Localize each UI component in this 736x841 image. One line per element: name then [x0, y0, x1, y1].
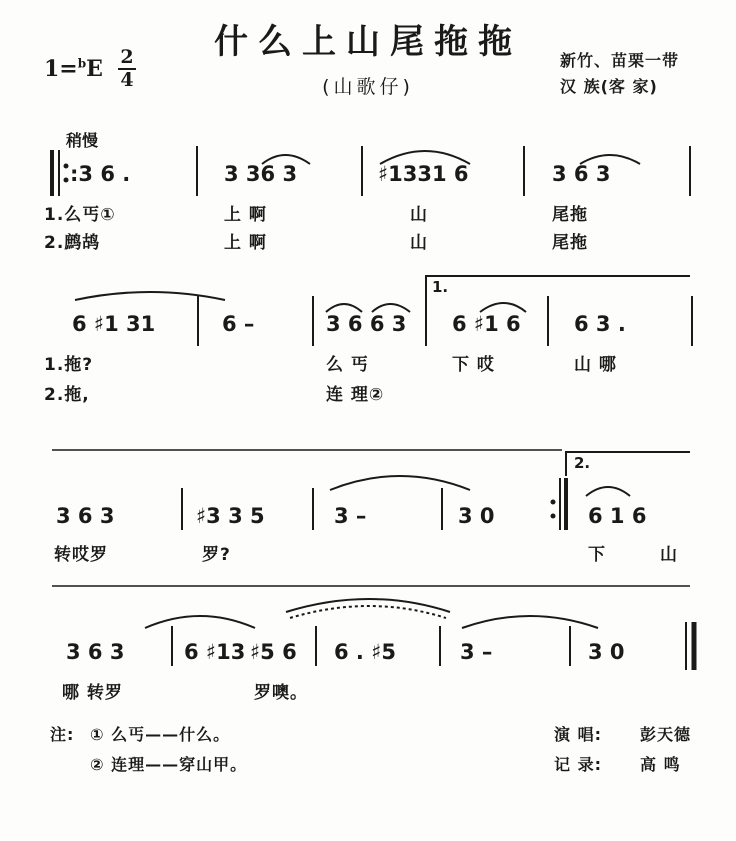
measure-notes: 6 3 . [574, 312, 626, 336]
measure-notes: 3 6 6 3 [326, 312, 407, 336]
lyric-verse1: 山 [410, 205, 428, 225]
measure-notes: 3 0 [588, 640, 625, 664]
singer-label: 演 唱: [554, 725, 602, 744]
measure-notes: 6 1 6 [588, 504, 647, 528]
region-line1: 新竹、苗栗一带 [560, 51, 680, 70]
song-title: 什么上山尾拖拖 [214, 22, 522, 62]
lyric-line: 山 [660, 545, 678, 565]
measure-notes: ♯5 6 [250, 640, 297, 664]
tie [330, 476, 470, 490]
measure-notes: 3 – [334, 504, 367, 528]
slur [586, 487, 630, 496]
repeat-dot [64, 164, 69, 169]
footnote-1: ① 么丐——什么。 [90, 725, 231, 744]
volta-2-label: 2. [574, 454, 591, 472]
repeat-dot [64, 178, 69, 183]
lyric-verse1: 下 哎 [452, 355, 495, 375]
key-flat: b [77, 56, 87, 71]
time-numerator: 2 [120, 46, 134, 68]
key-tonic: E [86, 56, 103, 82]
slur [75, 292, 225, 300]
repeat-dot [551, 500, 556, 505]
lyric-line: 下 [588, 545, 606, 565]
measure-notes: 6 – [222, 312, 255, 336]
volta-1-label: 1. [432, 278, 449, 296]
measure-notes: 3 6 3 [552, 162, 611, 186]
lyric-verse1: 山 哪 [574, 355, 617, 375]
lyric-verse2: 2.拖, [44, 385, 90, 405]
singer-name: 彭天德 [640, 725, 692, 744]
measure-notes: :3 6 . [70, 162, 131, 186]
song-subtitle: (山歌仔) [322, 76, 414, 98]
recorder-label: 记 录: [554, 755, 602, 774]
slur [372, 304, 410, 312]
lyric-verse2: 尾拖 [552, 233, 588, 253]
lyric-line: 罗? [202, 545, 231, 565]
slur [145, 616, 255, 628]
lyric-verse2: 上 啊 [224, 233, 267, 253]
measure-notes: 3 6 3 [56, 504, 115, 528]
notes-label: 注: [50, 725, 75, 744]
measure-notes: 6 ♯1 31 [72, 312, 156, 336]
measure-notes: 3 – [460, 640, 493, 664]
tie [462, 616, 598, 628]
repeat-dot [551, 514, 556, 519]
slur-dashed [290, 606, 446, 618]
lyric-verse1: 1.么丐① [44, 205, 116, 225]
lyric-verse1: 尾拖 [552, 205, 588, 225]
tempo-marking: 稍慢 [66, 131, 99, 150]
lyric-line: 罗噢。 [254, 683, 308, 703]
measure-notes: 6 ♯1 6 [452, 312, 521, 336]
lyric-verse1: 么 丐 [326, 355, 369, 375]
measure-notes: ♯1331 6 [378, 162, 469, 186]
recorder-name: 高 鸣 [640, 755, 681, 774]
volta-1-bracket [426, 276, 690, 310]
lyric-verse2: 连 理② [326, 385, 385, 405]
lyric-line: 转哎罗 [54, 545, 108, 565]
measure-notes: 6 . ♯5 [334, 640, 396, 664]
lyric-verse1: 1.拖? [44, 355, 94, 375]
measure-notes: 3 6 3 [66, 640, 125, 664]
measure-notes: ♯3 3 5 [196, 504, 265, 528]
time-denominator: 4 [120, 69, 134, 91]
lyric-verse1: 上 啊 [224, 205, 267, 225]
slur [480, 303, 526, 312]
region-line2: 汉 族(客 家) [560, 77, 658, 96]
lyric-line: 哪 转罗 [62, 683, 123, 703]
measure-notes: 3 36 3 [224, 162, 298, 186]
lyric-verse2: 2.鹧鸪 [44, 233, 101, 253]
measure-notes: 3 0 [458, 504, 495, 528]
lyric-verse2: 山 [410, 233, 428, 253]
key-prefix: 1= [44, 56, 78, 82]
slur [326, 304, 362, 312]
footnote-2: ② 连理——穿山甲。 [90, 755, 248, 774]
measure-notes: 6 ♯13 [184, 640, 246, 664]
